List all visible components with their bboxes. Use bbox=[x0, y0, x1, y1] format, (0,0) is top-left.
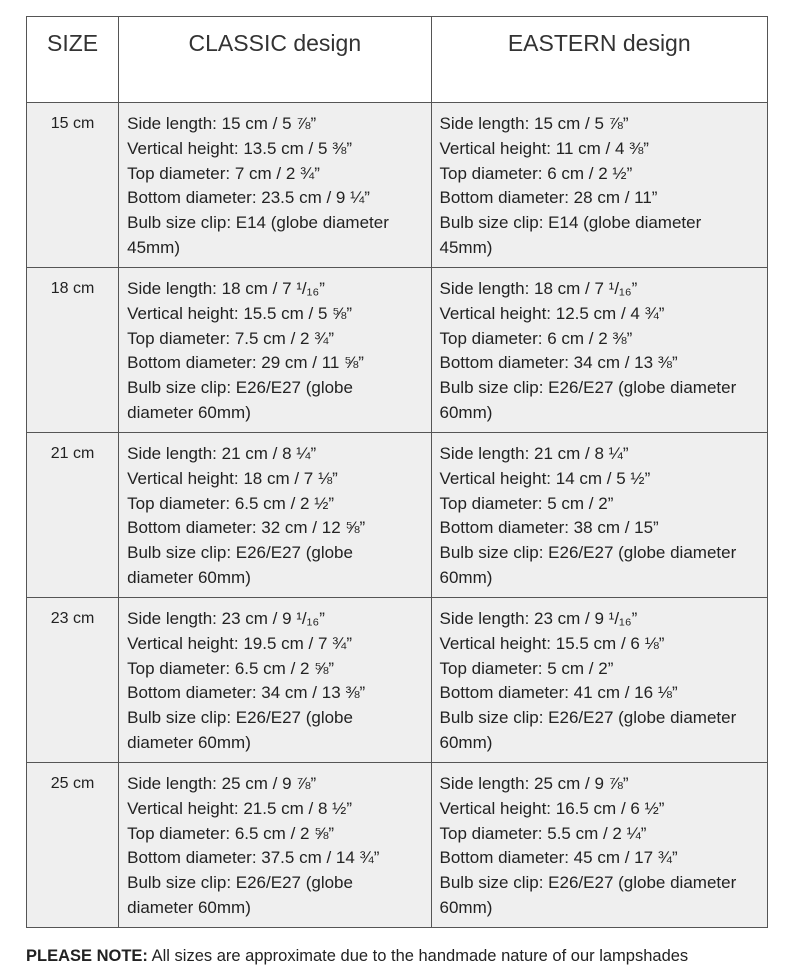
eastern-spec-line: Vertical height: 16.5 cm / 6 ½” bbox=[439, 798, 665, 818]
classic-spec-cell bbox=[119, 763, 431, 928]
classic-spec-line: diameter 60mm) bbox=[127, 897, 251, 917]
classic-spec-cell bbox=[119, 433, 431, 598]
classic-spec-line: diameter 60mm) bbox=[127, 567, 251, 587]
eastern-spec-cell bbox=[431, 598, 767, 763]
classic-spec-line: Side length: 25 cm / 9 ⅞” bbox=[127, 774, 317, 793]
classic-spec-line: Bottom diameter: 29 cm / 11 ⅝” bbox=[127, 353, 364, 373]
classic-spec-cell bbox=[119, 598, 431, 763]
header-eastern-design: EASTERN design bbox=[431, 17, 767, 103]
classic-spec-line: Bulb size clip: E26/E27 (globe bbox=[127, 873, 353, 893]
classic-spec-cell bbox=[119, 268, 431, 433]
classic-spec-line: Top diameter: 6.5 cm / 2 ½” bbox=[127, 493, 335, 513]
classic-spec-line: Vertical height: 18 cm / 7 ⅛” bbox=[127, 468, 338, 488]
size-cell: 23 cm bbox=[27, 598, 119, 763]
eastern-spec-line: 60mm) bbox=[439, 402, 493, 422]
table-row bbox=[27, 103, 768, 268]
classic-spec-line: Top diameter: 7.5 cm / 2 ¾” bbox=[127, 328, 335, 348]
eastern-spec-line: Bulb size clip: E14 (globe diameter bbox=[439, 213, 702, 233]
eastern-spec-line: 60mm) bbox=[439, 897, 493, 917]
eastern-spec-line: Vertical height: 15.5 cm / 6 ⅛” bbox=[439, 633, 665, 653]
eastern-spec-line: Vertical height: 14 cm / 5 ½” bbox=[439, 468, 651, 488]
table-row bbox=[27, 268, 768, 433]
classic-spec-line: Bottom diameter: 37.5 cm / 14 ¾” bbox=[127, 848, 380, 868]
table-row bbox=[27, 763, 768, 928]
eastern-spec-line: Top diameter: 5 cm / 2” bbox=[439, 658, 614, 678]
eastern-spec-line: Bottom diameter: 45 cm / 17 ¾” bbox=[439, 848, 678, 868]
classic-spec-line: Bottom diameter: 23.5 cm / 9 ¼” bbox=[127, 188, 370, 208]
classic-spec-line: Side length: 18 cm / 7 ¹/₁₆” bbox=[127, 279, 325, 298]
classic-spec-line: Bulb size clip: E26/E27 (globe bbox=[127, 378, 353, 398]
eastern-spec-line: Side length: 18 cm / 7 ¹/₁₆” bbox=[439, 279, 638, 298]
eastern-spec-line: Vertical height: 12.5 cm / 4 ¾” bbox=[439, 303, 665, 323]
classic-spec-line: Vertical height: 13.5 cm / 5 ⅜” bbox=[127, 138, 353, 158]
eastern-spec-line: Bulb size clip: E26/E27 (globe diameter bbox=[439, 708, 737, 728]
header-size: SIZE bbox=[27, 17, 119, 103]
eastern-spec-line: Top diameter: 5.5 cm / 2 ¼” bbox=[439, 823, 647, 843]
note-label: PLEASE NOTE: bbox=[26, 947, 148, 965]
eastern-spec-line: 45mm) bbox=[439, 237, 493, 257]
classic-spec-line: Bottom diameter: 34 cm / 13 ⅜” bbox=[127, 683, 366, 703]
eastern-spec-line: Vertical height: 11 cm / 4 ⅜” bbox=[439, 138, 649, 158]
eastern-spec-line: Bulb size clip: E26/E27 (globe diameter bbox=[439, 543, 737, 563]
eastern-spec-line: Side length: 23 cm / 9 ¹/₁₆” bbox=[439, 609, 638, 628]
classic-spec-line: diameter 60mm) bbox=[127, 732, 251, 752]
classic-spec-line: Vertical height: 19.5 cm / 7 ¾” bbox=[127, 633, 353, 653]
classic-spec-line: Top diameter: 7 cm / 2 ¾” bbox=[127, 163, 320, 183]
classic-spec-line: Bulb size clip: E26/E27 (globe bbox=[127, 708, 353, 728]
eastern-spec-cell bbox=[431, 763, 767, 928]
eastern-spec-line: Top diameter: 6 cm / 2 ½” bbox=[439, 163, 633, 183]
eastern-spec-line: Top diameter: 6 cm / 2 ⅜” bbox=[439, 328, 633, 348]
size-cell: 21 cm bbox=[27, 433, 119, 598]
classic-spec-cell bbox=[119, 103, 431, 268]
eastern-spec-line: Bottom diameter: 38 cm / 15” bbox=[439, 518, 659, 538]
eastern-spec-line: 60mm) bbox=[439, 567, 493, 587]
size-cell: 25 cm bbox=[27, 763, 119, 928]
table-row bbox=[27, 433, 768, 598]
eastern-spec-cell bbox=[431, 433, 767, 598]
table-header-row bbox=[27, 17, 768, 103]
table-row bbox=[27, 598, 768, 763]
classic-spec-line: Top diameter: 6.5 cm / 2 ⅝” bbox=[127, 823, 335, 843]
classic-spec-line: 45mm) bbox=[127, 237, 181, 257]
eastern-spec-line: Side length: 15 cm / 5 ⅞” bbox=[439, 114, 629, 133]
note-text: All sizes are approximate due to the handmade nature of our lampshades bbox=[147, 947, 689, 965]
eastern-spec-line: Top diameter: 5 cm / 2” bbox=[439, 493, 614, 513]
eastern-spec-line: Side length: 25 cm / 9 ⅞” bbox=[439, 774, 629, 793]
eastern-spec-cell bbox=[431, 103, 767, 268]
classic-spec-line: Side length: 21 cm / 8 ¼” bbox=[127, 444, 317, 463]
eastern-spec-line: Bottom diameter: 34 cm / 13 ⅜” bbox=[439, 353, 678, 373]
classic-spec-line: Vertical height: 21.5 cm / 8 ½” bbox=[127, 798, 353, 818]
classic-spec-line: Bulb size clip: E26/E27 (globe bbox=[127, 543, 353, 563]
size-cell: 15 cm bbox=[27, 103, 119, 268]
classic-spec-line: Top diameter: 6.5 cm / 2 ⅝” bbox=[127, 658, 335, 678]
classic-spec-line: Bulb size clip: E14 (globe diameter bbox=[127, 213, 389, 233]
eastern-spec-cell bbox=[431, 268, 767, 433]
classic-spec-line: Side length: 15 cm / 5 ⅞” bbox=[127, 114, 317, 133]
classic-spec-line: Bottom diameter: 32 cm / 12 ⅝” bbox=[127, 518, 366, 538]
eastern-spec-line: Side length: 21 cm / 8 ¼” bbox=[439, 444, 629, 463]
eastern-spec-line: Bottom diameter: 41 cm / 16 ⅛” bbox=[439, 683, 678, 703]
classic-spec-line: Vertical height: 15.5 cm / 5 ⅝” bbox=[127, 303, 353, 323]
lampshade-size-table bbox=[26, 16, 768, 928]
classic-spec-line: Side length: 23 cm / 9 ¹/₁₆” bbox=[127, 609, 325, 628]
header-classic-design: CLASSIC design bbox=[119, 17, 431, 103]
eastern-spec-line: Bulb size clip: E26/E27 (globe diameter bbox=[439, 873, 737, 893]
classic-spec-line: diameter 60mm) bbox=[127, 402, 251, 422]
size-cell: 18 cm bbox=[27, 268, 119, 433]
eastern-spec-line: Bottom diameter: 28 cm / 11” bbox=[439, 188, 658, 208]
eastern-spec-line: Bulb size clip: E26/E27 (globe diameter bbox=[439, 378, 737, 398]
eastern-spec-line: 60mm) bbox=[439, 732, 493, 752]
please-note bbox=[26, 947, 688, 966]
